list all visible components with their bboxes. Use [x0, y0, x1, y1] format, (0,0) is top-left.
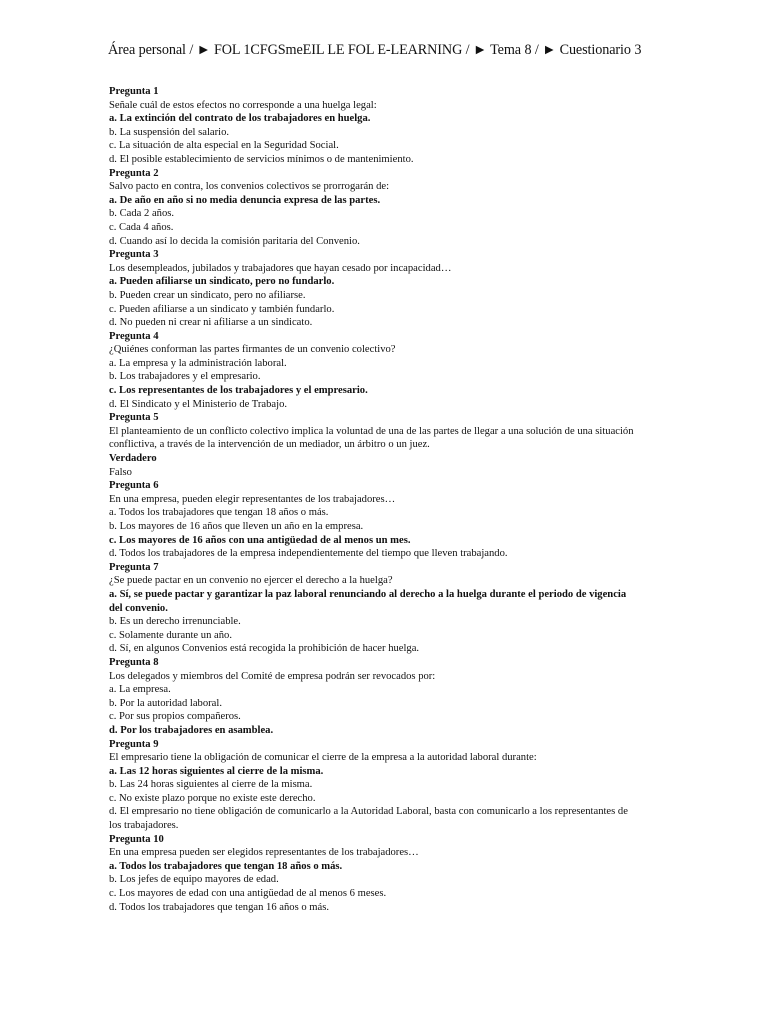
- answer-option-correct: a. De año en año si no media denuncia expresa de las partes.: [109, 194, 381, 206]
- answer-option: c. Pueden afiliarse a un sindicato y también fundarlo.: [109, 303, 335, 315]
- question-title: Pregunta 4: [109, 330, 159, 342]
- question-block: [109, 330, 639, 412]
- answer-option: Falso: [109, 466, 132, 478]
- answer-option: c. Solamente durante un año.: [109, 629, 232, 641]
- answer-option: d. El Sindicato y el Ministerio de Trabajo.: [109, 398, 288, 410]
- question-text: ¿Quiénes conforman las partes firmantes de un convenio colectivo?: [109, 344, 396, 356]
- question-title: Pregunta 3: [109, 249, 159, 261]
- question-title: Pregunta 2: [109, 167, 159, 179]
- question-text: ¿Se puede pactar en un convenio no ejercer el derecho a la huelga?: [109, 575, 393, 587]
- answer-option: b. Los jefes de equipo mayores de edad.: [109, 874, 279, 886]
- question-block: [109, 833, 639, 915]
- question-block: [109, 411, 639, 479]
- answer-option-correct: a. Pueden afiliarse un sindicato, pero no fundarlo.: [109, 276, 335, 288]
- question-block: [109, 248, 639, 330]
- question-title: Pregunta 6: [109, 480, 159, 492]
- answer-option-correct: a. Las 12 horas siguientes al cierre de la misma.: [109, 765, 324, 777]
- breadcrumb-separator: / ►: [185, 42, 214, 58]
- answer-option: d. Cuando así lo decida la comisión paritaria del Convenio.: [109, 235, 360, 247]
- answer-option: a. La empresa.: [109, 684, 171, 696]
- answer-option: c. Por sus propios compañeros.: [109, 711, 241, 723]
- answer-option: d. Todos los trabajadores que tengan 16 años o más.: [109, 901, 330, 913]
- question-block: [109, 561, 639, 656]
- answer-option: c. La situación de alta especial en la Seguridad Social.: [109, 140, 339, 152]
- question-title: Pregunta 1: [109, 86, 159, 97]
- answer-option: b. Pueden crear un sindicato, pero no afiliarse.: [109, 289, 306, 301]
- answer-option: c. No existe plazo porque no existe este derecho.: [109, 792, 316, 804]
- question-block: [109, 167, 639, 249]
- answer-option-correct: c. Los mayores de 16 años con una antigüedad de al menos un mes.: [109, 534, 411, 546]
- answer-option: d. Sí, en algunos Convenios está recogida la prohibición de hacer huelga.: [109, 643, 420, 655]
- breadcrumb-item-area-personal[interactable]: Área personal: [108, 42, 186, 58]
- breadcrumb-item-course[interactable]: FOL 1CFGSmeEIL LE FOL E-LEARNING: [214, 42, 463, 58]
- answer-option: b. Cada 2 años.: [109, 208, 175, 220]
- answer-option: b. Por la autoridad laboral.: [109, 697, 222, 709]
- answer-option-correct: Verdadero: [109, 453, 157, 465]
- question-block: [109, 479, 639, 561]
- question-text: El planteamiento de un conflicto colectivo implica la voluntad de una de las partes de llegar a una solución de una situación conflictiva, a través de la intervención de un mediador, un árbitro o un juez.: [109, 425, 634, 451]
- question-text: Señale cuál de estos efectos no corresponde a una huelga legal:: [109, 99, 377, 111]
- answer-option: c. Los mayores de edad con una antigüedad de al menos 6 meses.: [109, 888, 387, 900]
- answer-option: b. La suspensión del salario.: [109, 126, 230, 138]
- breadcrumb-separator: / ►: [462, 42, 491, 58]
- question-text: El empresario tiene la obligación de comunicar el cierre de la empresa a la autoridad laboral durante:: [109, 752, 537, 764]
- breadcrumb-separator: / ►: [531, 42, 560, 58]
- question-text: Salvo pacto en contra, los convenios colectivos se prorrogarán de:: [109, 181, 390, 193]
- answer-option-correct: a. La extinción del contrato de los trabajadores en huelga.: [109, 113, 371, 125]
- question-text: En una empresa, pueden elegir representantes de los trabajadores…: [109, 493, 396, 505]
- answer-option: b. Los mayores de 16 años que lleven un año en la empresa.: [109, 521, 364, 532]
- question-block: [109, 85, 639, 167]
- answer-option: c. Cada 4 años.: [109, 221, 174, 233]
- answer-option: b. Es un derecho irrenunciable.: [109, 616, 241, 628]
- answer-option: a. La empresa y la administración laboral.: [109, 357, 287, 369]
- breadcrumb-item-topic[interactable]: Tema 8: [490, 42, 532, 58]
- question-title: Pregunta 10: [109, 833, 164, 845]
- question-title: Pregunta 9: [109, 738, 159, 750]
- answer-option: d. El posible establecimiento de servicios mínimos o de mantenimiento.: [109, 153, 414, 165]
- answer-option-correct: d. Por los trabajadores en asamblea.: [109, 724, 274, 736]
- answer-option: a. Todos los trabajadores que tengan 18 años o más.: [109, 507, 329, 519]
- answer-option: d. El empresario no tiene obligación de comunicarlo a la Autoridad Laboral, basta con comunicarlo a los representantes de los trabajadores.: [109, 806, 628, 832]
- question-text: Los desempleados, jubilados y trabajadores que hayan cesado por incapacidad…: [109, 262, 452, 274]
- breadcrumb-item-quiz[interactable]: Cuestionario 3: [559, 42, 642, 58]
- question-title: Pregunta 5: [109, 412, 159, 424]
- answer-option: d. No pueden ni crear ni afiliarse a un sindicato.: [109, 317, 313, 329]
- answer-option-correct: c. Los representantes de los trabajadores y el empresario.: [109, 385, 368, 397]
- answer-option: b. Los trabajadores y el empresario.: [109, 371, 261, 383]
- answer-option-correct: a. Sí, se puede pactar y garantizar la paz laboral renunciando al derecho a la huelga durante el periodo de vigencia del convenio.: [109, 588, 627, 614]
- question-title: Pregunta 7: [109, 561, 159, 573]
- answer-option-correct: a. Todos los trabajadores que tengan 18 años o más.: [109, 860, 343, 872]
- quiz-content: [109, 85, 639, 914]
- question-block: [109, 738, 639, 833]
- answer-option: d. Todos los trabajadores de la empresa independientemente del tiempo que lleven trabajando.: [109, 548, 508, 560]
- question-text: Los delegados y miembros del Comité de empresa podrán ser revocados por:: [109, 670, 436, 682]
- question-block: [109, 656, 639, 738]
- breadcrumb: [108, 41, 668, 59]
- question-title: Pregunta 8: [109, 656, 159, 668]
- question-text: En una empresa pueden ser elegidos representantes de los trabajadores…: [109, 847, 419, 859]
- answer-option: b. Las 24 horas siguientes al cierre de la misma.: [109, 779, 313, 791]
